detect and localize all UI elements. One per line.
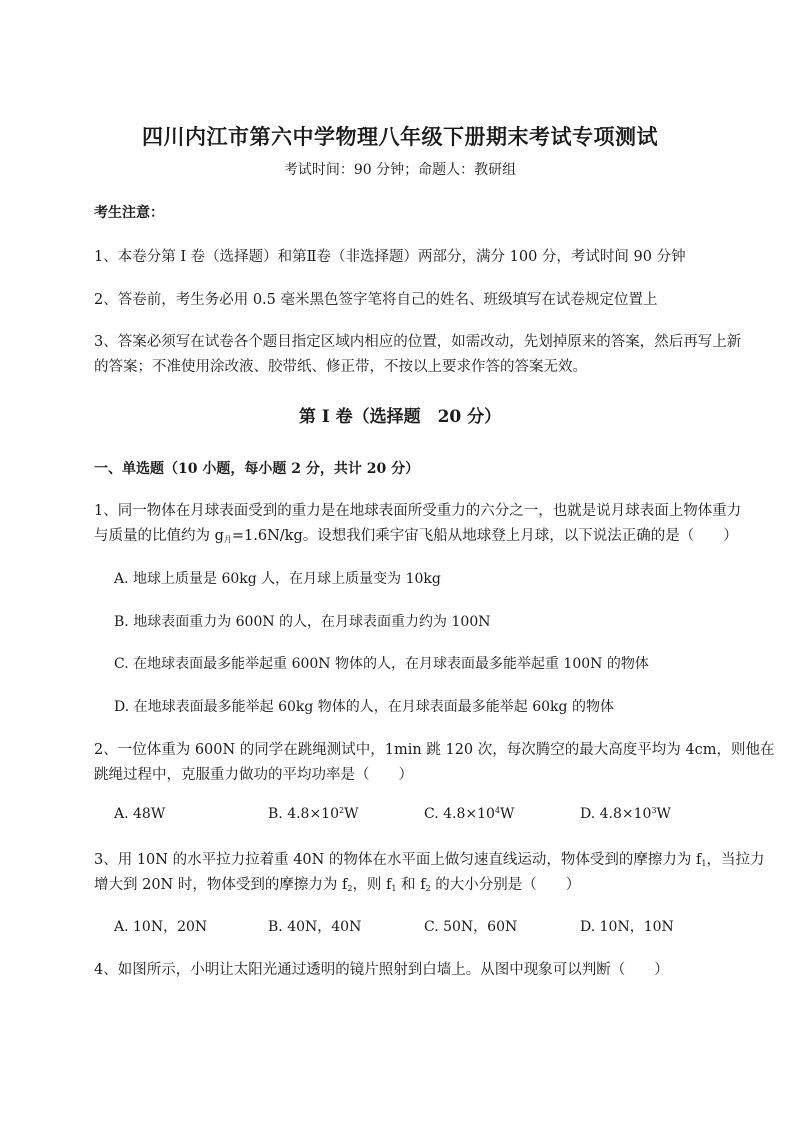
q2-stem-line-1: 2、一位体重为 600N 的同学在跳绳测试中，1min 跳 120 次，每次腾空的最大高度平均为 4cm，则他在: [94, 742, 775, 758]
q2-option-c[interactable]: [424, 806, 514, 822]
notice-item-3-line-1: 3、答案必须写在试卷各个题目指定区域内相应的位置，如需改动，先划掉原来的答案，然后再写上新: [94, 334, 742, 350]
q3-text: 3、用 10N 的水平拉力拉着重 40N 的物体在水平面上做匀速直线运动，物体受到的摩擦力为 f: [94, 852, 702, 868]
q2-option-a[interactable]: A. 48W: [114, 806, 166, 822]
q2-option-c-text: C. 4.8×10: [424, 806, 495, 822]
notice-item-2: 2、答卷前，考生务必用 0.5 毫米黑色签字笔将自己的姓名、班级填写在试卷规定位置上: [94, 292, 658, 308]
q3-text: 增大到 20N 时，物体受到的摩擦力为 f: [94, 877, 348, 893]
exam-subtitle: 考试时间：90 分钟；命题人：教研组: [283, 162, 517, 178]
q1-option-d[interactable]: D. 在地球表面最多能举起 60kg 物体的人，在月球表面最多能举起 60kg 的物体: [114, 699, 614, 715]
q3-option-c[interactable]: C. 50N，60N: [424, 919, 518, 935]
q2-stem-line-2: 跳绳过程中，克服重力做功的平均功率是（ ）: [94, 767, 413, 783]
q1-option-a[interactable]: A. 地球上质量是 60kg 人，在月球上质量变为 10kg: [114, 571, 441, 587]
q3-subscript: 1: [701, 859, 707, 868]
q1-subscript: 月: [223, 535, 232, 544]
q2-option-d-text: D. 4.8×10: [580, 806, 652, 822]
notice-heading: 考生注意：: [94, 205, 164, 221]
q3-text: ，则 f: [352, 877, 392, 893]
q2-option-b-text: B. 4.8×10: [268, 806, 339, 822]
question-group-title: 一、单选题（10 小题，每小题 2 分，共计 20 分）: [94, 461, 420, 477]
q3-text: ，当拉力: [706, 852, 765, 868]
q3-option-a[interactable]: A. 10N，20N: [114, 919, 208, 935]
q4-stem-line-1: 4、如图所示，小明让太阳光通过透明的镜片照射到白墙上。从图中现象可以判断（ ）: [94, 962, 669, 978]
q3-stem-line-1: [94, 848, 765, 869]
q3-stem-line-2: [94, 873, 580, 894]
q2-option-d-unit: W: [656, 806, 671, 822]
notice-item-3-line-2: 的答案；不准使用涂改液、胶带纸、修正带，不按以上要求作答的答案无效。: [94, 359, 587, 375]
q2-option-c-exponent: 4: [494, 806, 501, 815]
q3-option-d[interactable]: D. 10N，10N: [580, 919, 674, 935]
notice-item-1: 1、本卷分第 I 卷（选择题）和第Ⅱ卷（非选择题）两部分，满分 100 分，考试时间 90 分钟: [94, 249, 686, 265]
q2-option-b-unit: W: [344, 806, 359, 822]
q3-text: 的大小分别是（ ）: [430, 877, 581, 893]
section-title: 第 I 卷（选择题 20 分）: [298, 407, 502, 427]
q1-text: 与质量的比值约为 g: [94, 528, 224, 544]
q3-subscript: 2: [425, 884, 431, 893]
q1-stem-line-2: [94, 524, 738, 545]
q1-stem-line-1: 1、同一物体在月球表面受到的重力是在地球表面所受重力的六分之一，也就是说月球表面上物体重力: [94, 503, 742, 519]
q1-option-b[interactable]: B. 地球表面重力为 600N 的人，在月球表面重力约为 100N: [114, 614, 491, 630]
q3-subscript: 1: [391, 884, 397, 893]
q1-text: =1.6N/kg。设想我们乘宇宙飞船从地球登上月球，以下说法正确的是（ ）: [231, 528, 738, 544]
q3-text: 和 f: [396, 877, 426, 893]
q1-option-c[interactable]: C. 在地球表面最多能举起重 600N 物体的人，在月球表面最多能举起重 100N 的物体: [114, 656, 649, 672]
q2-option-b-exponent: 2: [339, 806, 345, 815]
q3-option-b[interactable]: B. 40N，40N: [268, 919, 362, 935]
q2-option-d[interactable]: [580, 806, 671, 822]
q2-option-c-unit: W: [500, 806, 515, 822]
q2-option-b[interactable]: [268, 806, 358, 822]
q2-option-d-exponent: 3: [651, 806, 657, 815]
q3-subscript: 2: [347, 884, 353, 893]
exam-title: 四川内江市第六中学物理八年级下册期末考试专项测试: [142, 124, 658, 149]
